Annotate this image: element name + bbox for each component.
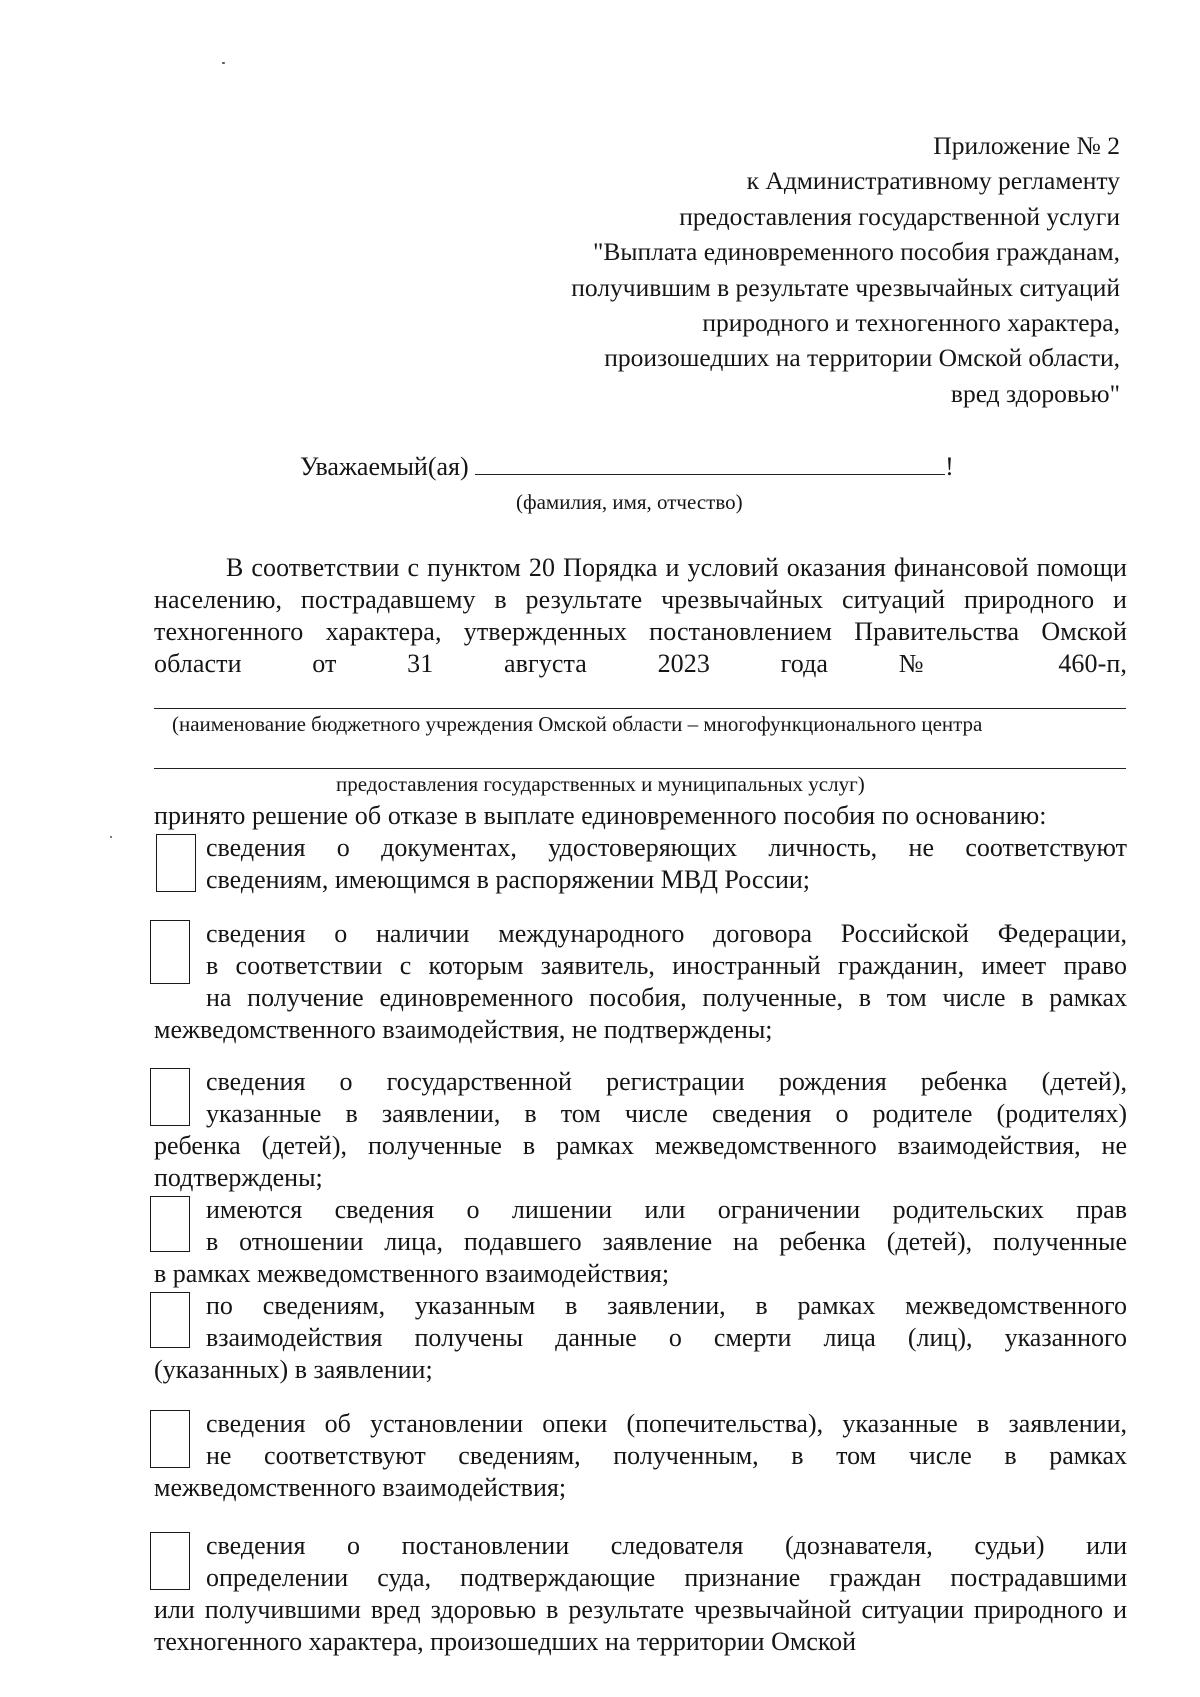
reason-checkbox[interactable] [150, 1196, 190, 1252]
reason-text: сведения о постановлении следователя (дознавателя, судьи) или [206, 1531, 1127, 1560]
header-line: к Административному регламенту [746, 166, 1120, 196]
header-line: Приложение № 2 [933, 131, 1120, 160]
refusal-reason-4 [150, 1194, 1127, 1290]
greeting-exclamation: ! [945, 452, 954, 481]
reason-text: имеются сведения о лишении или ограничении родительских прав [206, 1195, 1127, 1224]
appendix-header [571, 128, 1120, 411]
header-line: "Выплата единовременного пособия гражданам, [592, 237, 1120, 267]
reason-text: сведения о наличии международного договора Российской Федерации, [206, 919, 1127, 948]
reason-checkbox[interactable] [150, 1532, 190, 1590]
reason-text: указанные в заявлении, в том числе сведения о родителе (родителях) [206, 1099, 1127, 1128]
reason-text: взаимодействия получены данные о смерти лица (лиц), указанного [206, 1323, 1127, 1352]
recipient-name-field[interactable] [475, 446, 945, 475]
reason-text: сведения об установлении опеки (попечительства), указанные в заявлении, [206, 1409, 1127, 1438]
recipient-name-caption: (фамилия, имя, отчество) [516, 490, 743, 514]
refusal-reason-2 [150, 918, 1127, 1046]
organization-caption-1: (наименование бюджетного учреждения Омской области – многофункционального центра [172, 712, 983, 736]
reason-text: в рамках межведомственного взаимодействия; [154, 1259, 670, 1288]
reason-text: не соответствуют сведениям, полученным, в том числе в рамках [206, 1441, 1127, 1470]
reason-text: межведомственного взаимодействия, не подтверждены; [154, 1015, 773, 1044]
intro-paragraph: В соответствии с пунктом 20 Порядка и условий оказания финансовой помощи населению, пострадавшему в результате чрезвычайных ситуаций природного и техногенного характера, утвержденных постановлением Правительства Омской области от 31 августа 2023 года № 460-п, [154, 553, 1127, 678]
reason-checkbox[interactable] [150, 1410, 190, 1468]
refusal-reason-1 [150, 832, 1127, 896]
reason-text: по сведениям, указанным в заявлении, в рамках межведомственного [206, 1291, 1127, 1320]
reason-checkbox[interactable] [150, 1068, 190, 1126]
header-line: природного и техногенного характера, [702, 308, 1120, 338]
refusal-reason-6 [150, 1408, 1127, 1504]
reason-text: межведомственного взаимодействия; [154, 1473, 567, 1502]
reason-text: или получившими вред здоровью в результате чрезвычайной ситуации природного и техногенного характера, произошедших на территории Омской [154, 1595, 1127, 1656]
organization-name-field-2[interactable] [154, 768, 1126, 769]
decision-statement: принято решение об отказе в выплате единовременного пособия по основанию: [154, 801, 1047, 830]
reason-text: определении суда, подтверждающие признание граждан пострадавшими [206, 1563, 1127, 1592]
header-line: предоставления государственной услуги [679, 201, 1120, 231]
reason-text: сведения о документах, удостоверяющих личность, не соответствуют [206, 833, 1127, 862]
header-line: вред здоровью" [950, 378, 1120, 408]
reason-text: ребенка (детей), полученные в рамках межведомственного взаимодействия, не подтверждены; [154, 1131, 1127, 1192]
reason-checkbox[interactable] [150, 920, 190, 984]
organization-name-field[interactable] [154, 708, 1126, 709]
reason-checkbox[interactable] [150, 1292, 190, 1348]
reason-text: сведениям, имеющимся в распоряжении МВД России; [206, 865, 811, 894]
reason-text: сведения о государственной регистрации рождения ребенка (детей), [206, 1067, 1127, 1096]
reason-text: (указанных) в заявлении; [154, 1355, 433, 1384]
greeting [300, 446, 954, 482]
reason-text: на получение единовременного пособия, полученные, в том числе в рамках [206, 983, 1127, 1012]
scan-speck [110, 836, 112, 838]
header-line: получившим в результате чрезвычайных ситуаций [571, 272, 1120, 302]
refusal-reason-5 [150, 1290, 1127, 1386]
reason-text: в отношении лица, подавшего заявление на ребенка (детей), полученные [206, 1227, 1127, 1256]
scan-speck [222, 62, 225, 64]
header-line: произошедших на территории Омской области, [604, 343, 1120, 373]
organization-caption-2: предоставления государственных и муниципальных услуг) [336, 772, 865, 796]
refusal-reason-7 [150, 1530, 1127, 1658]
reason-checkbox[interactable] [156, 834, 196, 892]
refusal-reason-3 [150, 1066, 1127, 1194]
reason-text: в соответствии с которым заявитель, иностранный гражданин, имеет право [206, 951, 1127, 980]
greeting-label: Уважаемый(ая) [300, 452, 469, 481]
